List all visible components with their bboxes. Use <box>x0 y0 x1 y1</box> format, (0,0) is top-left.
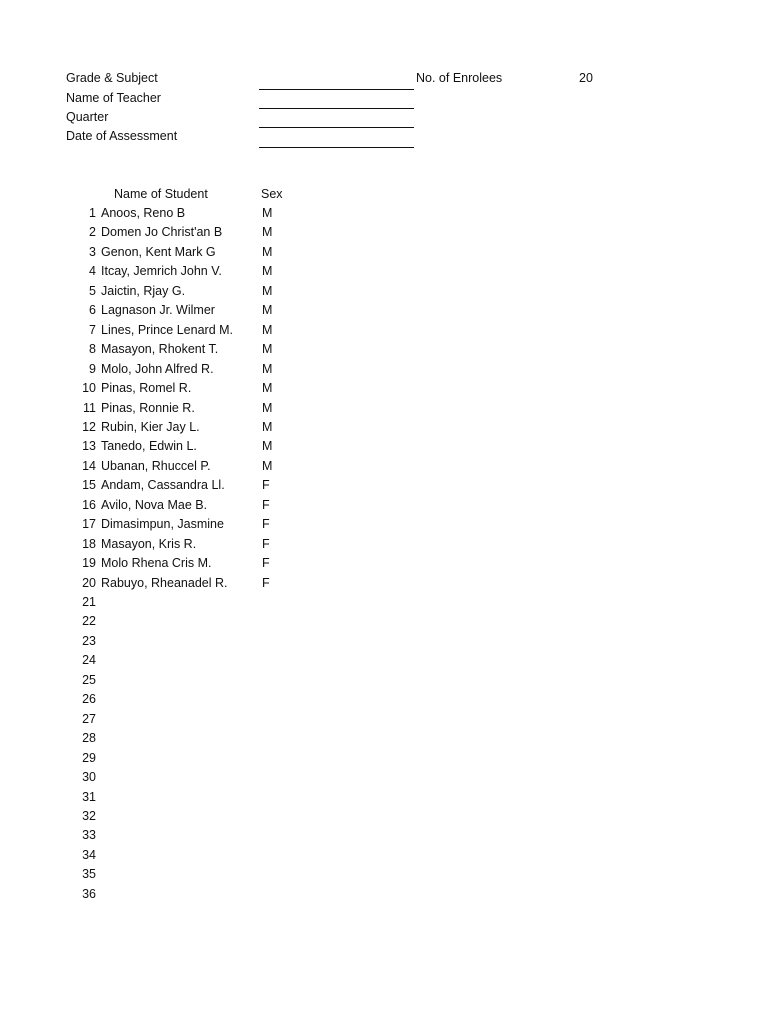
table-row <box>0 866 400 885</box>
student-sex: F <box>262 536 270 551</box>
table-row <box>0 808 400 827</box>
table-row <box>0 652 400 671</box>
quarter-field[interactable] <box>259 127 414 128</box>
row-number: 18 <box>82 536 96 551</box>
table-row <box>0 886 400 905</box>
student-sex: M <box>262 225 273 240</box>
row-number: 31 <box>82 789 96 804</box>
student-sex: M <box>262 439 273 454</box>
table-row <box>0 361 400 380</box>
table-row <box>0 691 400 710</box>
student-name: Lagnason Jr. Wilmer <box>101 303 215 318</box>
student-name: Genon, Kent Mark G <box>101 244 216 259</box>
row-number: 19 <box>82 556 96 571</box>
row-number: 32 <box>82 808 96 823</box>
table-row <box>0 730 400 749</box>
teacher-field[interactable] <box>259 108 414 109</box>
enrolees-value: 20 <box>579 71 593 85</box>
row-number: 12 <box>82 419 96 434</box>
student-name: Itcay, Jemrich John V. <box>101 264 222 279</box>
row-number: 2 <box>89 225 96 240</box>
row-number: 4 <box>89 264 96 279</box>
name-column-header: Name of Student <box>114 187 208 201</box>
student-sex: M <box>262 206 273 220</box>
student-name: Lines, Prince Lenard M. <box>101 322 234 337</box>
table-row <box>0 613 400 632</box>
student-sex: M <box>262 419 273 434</box>
student-sex: F <box>262 556 270 571</box>
grade-subject-field[interactable] <box>259 89 414 90</box>
date-field[interactable] <box>259 147 414 148</box>
student-name: Avilo, Nova Mae B. <box>101 497 208 512</box>
table-row <box>0 847 400 866</box>
student-sex: M <box>262 303 273 318</box>
row-number: 20 <box>82 575 96 590</box>
row-number: 1 <box>89 206 96 220</box>
student-name: Rubin, Kier Jay L. <box>101 419 200 434</box>
row-number: 14 <box>82 458 96 473</box>
table-row <box>0 263 400 282</box>
row-number: 36 <box>82 886 96 901</box>
table-row <box>0 536 400 555</box>
row-number: 26 <box>82 692 96 707</box>
row-number: 15 <box>82 478 96 493</box>
table-row <box>0 341 400 360</box>
row-number: 22 <box>82 614 96 629</box>
table-row <box>0 400 400 419</box>
table-row <box>0 594 400 613</box>
table-row <box>0 438 400 457</box>
student-name: Domen Jo Christ'an B <box>101 225 223 240</box>
student-name: Dimasimpun, Jasmine <box>101 517 224 532</box>
date-label: Date of Assessment <box>66 129 178 143</box>
table-row <box>0 516 400 535</box>
table-row <box>0 244 400 263</box>
row-number: 30 <box>82 770 96 785</box>
table-row <box>0 633 400 652</box>
row-number: 10 <box>82 381 96 396</box>
student-name: Molo Rhena Cris M. <box>101 556 212 571</box>
row-number: 21 <box>82 595 96 609</box>
student-name: Tanedo, Edwin L. <box>101 439 197 454</box>
student-name: Pinas, Romel R. <box>101 381 192 396</box>
table-row <box>0 575 400 594</box>
row-number: 9 <box>89 361 96 376</box>
table-row <box>0 380 400 399</box>
student-sex: M <box>262 400 273 415</box>
student-name: Anoos, Reno B <box>101 206 186 220</box>
row-number: 11 <box>83 400 96 415</box>
table-row <box>0 205 400 224</box>
student-sex: M <box>262 381 273 396</box>
row-number: 6 <box>89 303 96 318</box>
table-row <box>0 827 400 846</box>
table-row <box>0 769 400 788</box>
sex-column-header: Sex <box>261 187 283 201</box>
table-row <box>0 789 400 808</box>
table-row <box>0 711 400 730</box>
student-sex: M <box>262 283 273 298</box>
row-number: 16 <box>82 497 96 512</box>
row-number: 25 <box>82 672 96 687</box>
row-number: 24 <box>82 653 96 668</box>
student-sex: M <box>262 342 273 357</box>
table-row <box>0 224 400 243</box>
student-sex: M <box>262 458 273 473</box>
row-number: 13 <box>82 439 96 454</box>
row-number: 5 <box>89 283 96 298</box>
student-sex: M <box>262 361 273 376</box>
table-row <box>0 322 400 341</box>
student-name: Pinas, Ronnie R. <box>101 400 195 415</box>
student-sex: M <box>262 264 273 279</box>
student-sex: M <box>262 322 273 337</box>
table-row <box>0 750 400 769</box>
student-name: Jaictin, Rjay G. <box>101 283 186 298</box>
student-sex: F <box>262 575 270 590</box>
table-row <box>0 419 400 438</box>
row-number: 28 <box>82 731 96 746</box>
table-row <box>0 458 400 477</box>
table-row <box>0 302 400 321</box>
row-number: 29 <box>82 750 96 765</box>
row-number: 17 <box>82 517 96 532</box>
table-row <box>0 283 400 302</box>
row-number: 27 <box>82 711 96 726</box>
student-name: Ubanan, Rhuccel P. <box>101 458 211 473</box>
teacher-label: Name of Teacher <box>66 91 161 105</box>
row-number: 33 <box>82 828 96 843</box>
table-row <box>0 672 400 691</box>
enrolees-label: No. of Enrolees <box>416 71 503 85</box>
row-number: 23 <box>82 633 96 648</box>
row-number: 34 <box>82 847 96 862</box>
student-sex: F <box>262 497 270 512</box>
table-row <box>0 497 400 516</box>
student-sex: F <box>262 478 270 493</box>
row-number: 7 <box>89 322 96 337</box>
table-row <box>0 477 400 496</box>
student-name: Andam, Cassandra Ll. <box>101 478 225 493</box>
row-number: 8 <box>89 342 96 357</box>
student-sex: F <box>262 517 270 532</box>
student-name: Masayon, Rhokent T. <box>101 342 219 357</box>
row-number: 35 <box>82 867 96 882</box>
grade-subject-label: Grade & Subject <box>66 71 158 85</box>
row-number: 3 <box>89 244 96 259</box>
table-row <box>0 555 400 574</box>
quarter-label: Quarter <box>66 110 109 124</box>
student-name: Masayon, Kris R. <box>101 536 197 551</box>
student-name: Molo, John Alfred R. <box>101 361 214 376</box>
student-sex: M <box>262 244 273 259</box>
student-name: Rabuyo, Rheanadel R. <box>101 575 228 590</box>
